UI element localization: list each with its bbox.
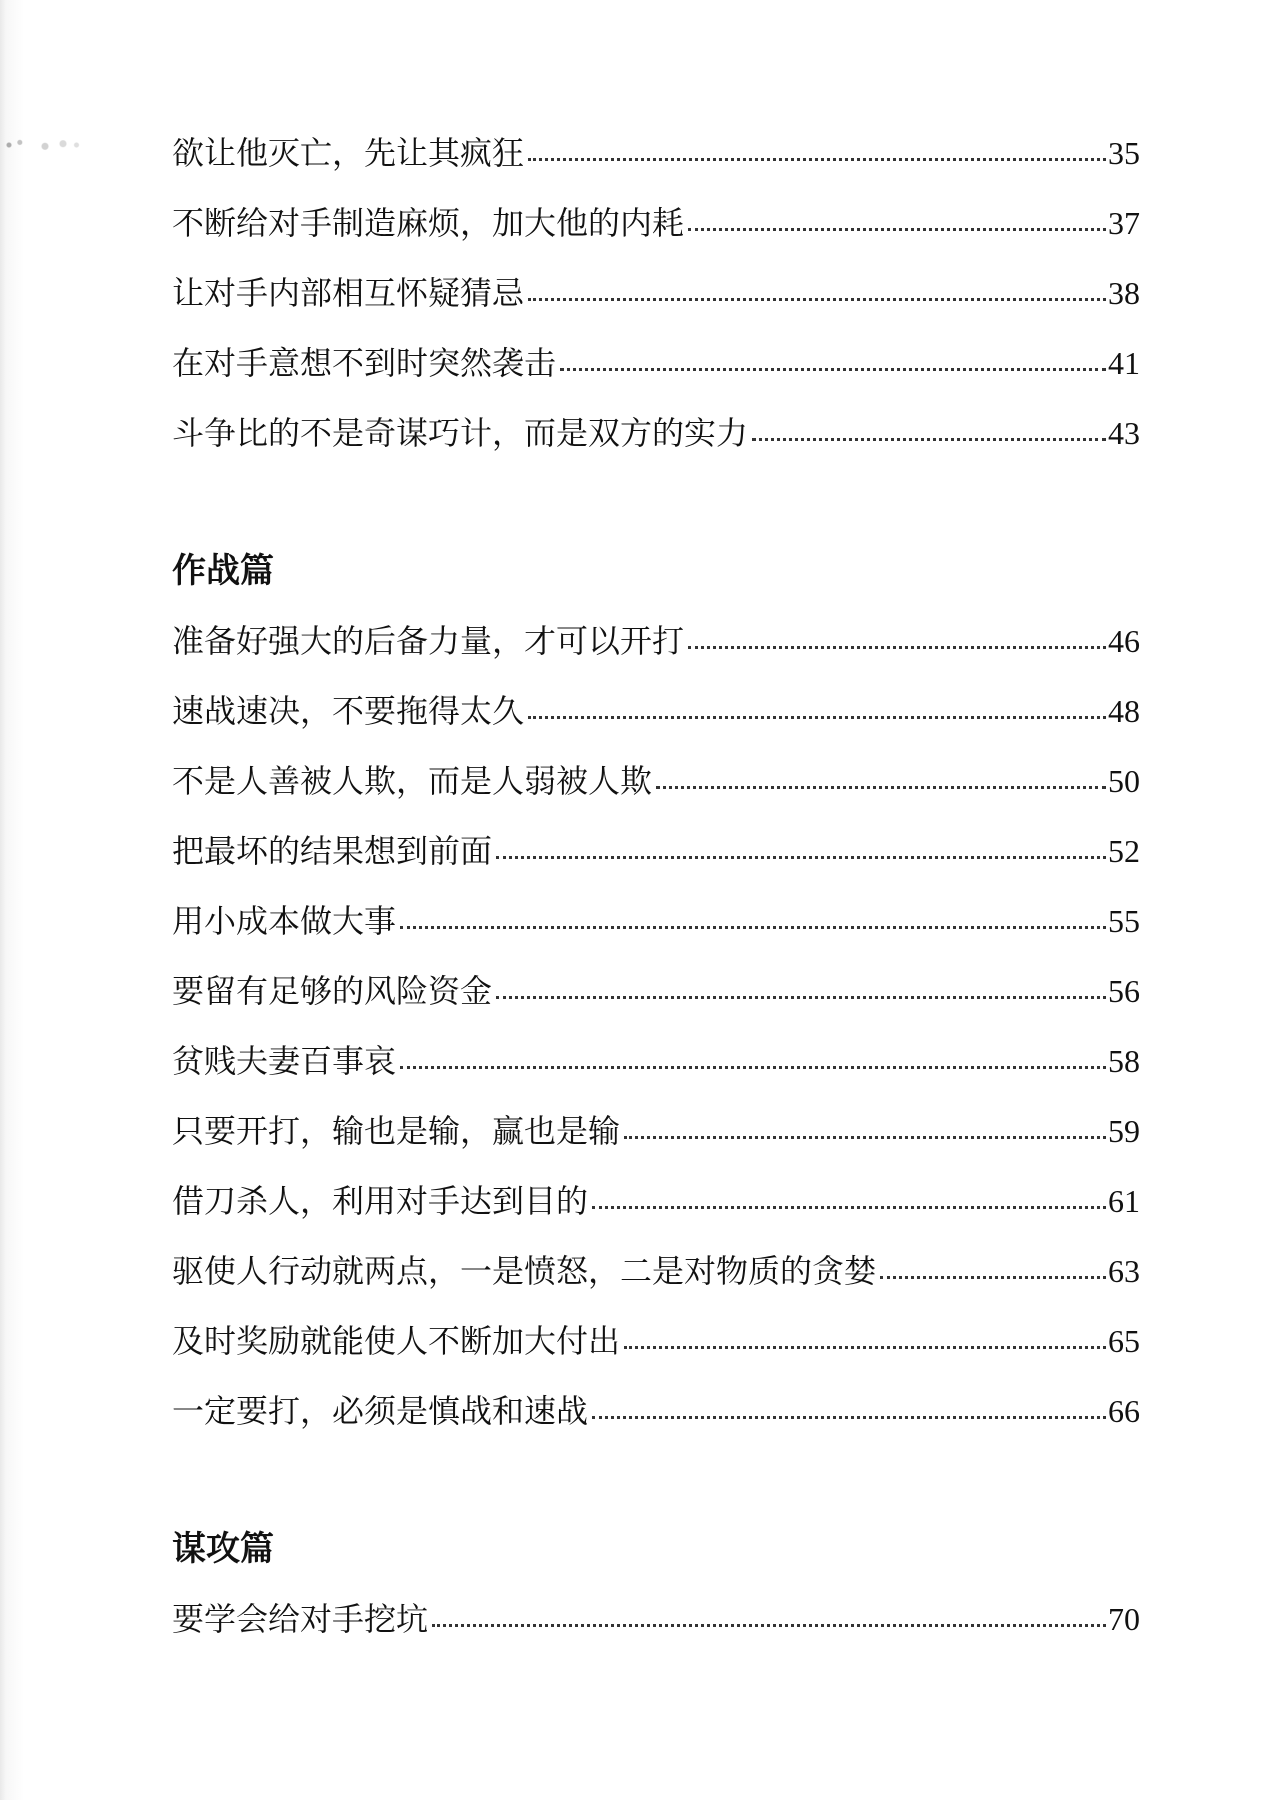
entry-page-number: 56	[1108, 973, 1140, 1009]
entry-title: 在对手意想不到时突然袭击	[172, 344, 557, 382]
entry-page-number: 70	[1108, 1601, 1140, 1637]
entry-page-number: 46	[1108, 623, 1140, 659]
dot-leader	[560, 368, 1106, 371]
entry-page-number: 43	[1108, 415, 1140, 451]
toc-entry[interactable]	[172, 188, 1140, 258]
dot-leader	[496, 996, 1106, 999]
entry-title: 借刀杀人，利用对手达到目的	[172, 1182, 589, 1220]
toc-entry[interactable]	[172, 398, 1140, 468]
scan-artifact	[0, 132, 90, 158]
entry-title: 让对手内部相互怀疑猜忌	[172, 274, 525, 312]
dot-leader	[400, 926, 1106, 929]
entry-title: 斗争比的不是奇谋巧计，而是双方的实力	[172, 414, 749, 452]
dot-leader	[400, 1066, 1106, 1069]
entry-title: 要留有足够的风险资金	[172, 972, 493, 1010]
dot-leader	[656, 786, 1106, 789]
entry-page-number: 58	[1108, 1043, 1140, 1079]
entry-page-number: 66	[1108, 1393, 1140, 1429]
dot-leader	[752, 438, 1106, 441]
entry-page-number: 59	[1108, 1113, 1140, 1149]
toc-entry[interactable]	[172, 1376, 1140, 1446]
entry-page-number: 63	[1108, 1253, 1140, 1289]
toc-entry[interactable]	[172, 118, 1140, 188]
entry-title: 只要开打，输也是输，赢也是输	[172, 1112, 621, 1150]
entry-title: 速战速决，不要拖得太久	[172, 692, 525, 730]
toc-entry[interactable]	[172, 1236, 1140, 1306]
dot-leader	[880, 1276, 1106, 1279]
entry-page-number: 65	[1108, 1323, 1140, 1359]
entry-page-number: 37	[1108, 205, 1140, 241]
entry-page-number: 52	[1108, 833, 1140, 869]
toc-entry[interactable]	[172, 328, 1140, 398]
toc-entry[interactable]	[172, 1026, 1140, 1096]
section-heading: 作战篇	[172, 551, 274, 591]
entry-page-number: 50	[1108, 763, 1140, 799]
toc-entry[interactable]	[172, 886, 1140, 956]
dot-leader	[432, 1624, 1106, 1627]
entry-title: 贫贱夫妻百事哀	[172, 1042, 397, 1080]
entry-page-number: 55	[1108, 903, 1140, 939]
dot-leader	[496, 856, 1106, 859]
dot-leader	[688, 646, 1106, 649]
entry-title: 一定要打，必须是慎战和速战	[172, 1392, 589, 1430]
toc-entry[interactable]	[172, 1584, 1140, 1654]
dot-leader	[528, 298, 1106, 301]
dot-leader	[624, 1346, 1106, 1349]
toc-entry[interactable]	[172, 746, 1140, 816]
toc-entry[interactable]	[172, 1166, 1140, 1236]
toc-entry[interactable]	[172, 676, 1140, 746]
dot-leader	[624, 1136, 1106, 1139]
dot-leader	[592, 1206, 1106, 1209]
dot-leader	[592, 1416, 1106, 1419]
table-of-contents	[172, 118, 1140, 1654]
entry-page-number: 38	[1108, 275, 1140, 311]
dot-leader	[688, 228, 1106, 231]
entry-page-number: 48	[1108, 693, 1140, 729]
entry-page-number: 35	[1108, 135, 1140, 171]
toc-entry[interactable]	[172, 606, 1140, 676]
entry-page-number: 61	[1108, 1183, 1140, 1219]
toc-entry[interactable]	[172, 1096, 1140, 1166]
entry-title: 驱使人行动就两点，一是愤怒，二是对物质的贪婪	[172, 1252, 877, 1290]
toc-entry[interactable]	[172, 258, 1140, 328]
section-heading: 谋攻篇	[172, 1529, 274, 1569]
entry-title: 不是人善被人欺，而是人弱被人欺	[172, 762, 653, 800]
entry-title: 把最坏的结果想到前面	[172, 832, 493, 870]
entry-title: 不断给对手制造麻烦，加大他的内耗	[172, 204, 685, 242]
toc-entry[interactable]	[172, 956, 1140, 1026]
entry-title: 欲让他灭亡，先让其疯狂	[172, 134, 525, 172]
dot-leader	[528, 158, 1106, 161]
entry-title: 及时奖励就能使人不断加大付出	[172, 1322, 621, 1360]
toc-entry[interactable]	[172, 1306, 1140, 1376]
dot-leader	[528, 716, 1106, 719]
toc-entry[interactable]	[172, 816, 1140, 886]
entry-title: 用小成本做大事	[172, 902, 397, 940]
entry-page-number: 41	[1108, 345, 1140, 381]
entry-title: 要学会给对手挖坑	[172, 1600, 429, 1638]
entry-title: 准备好强大的后备力量，才可以开打	[172, 622, 685, 660]
